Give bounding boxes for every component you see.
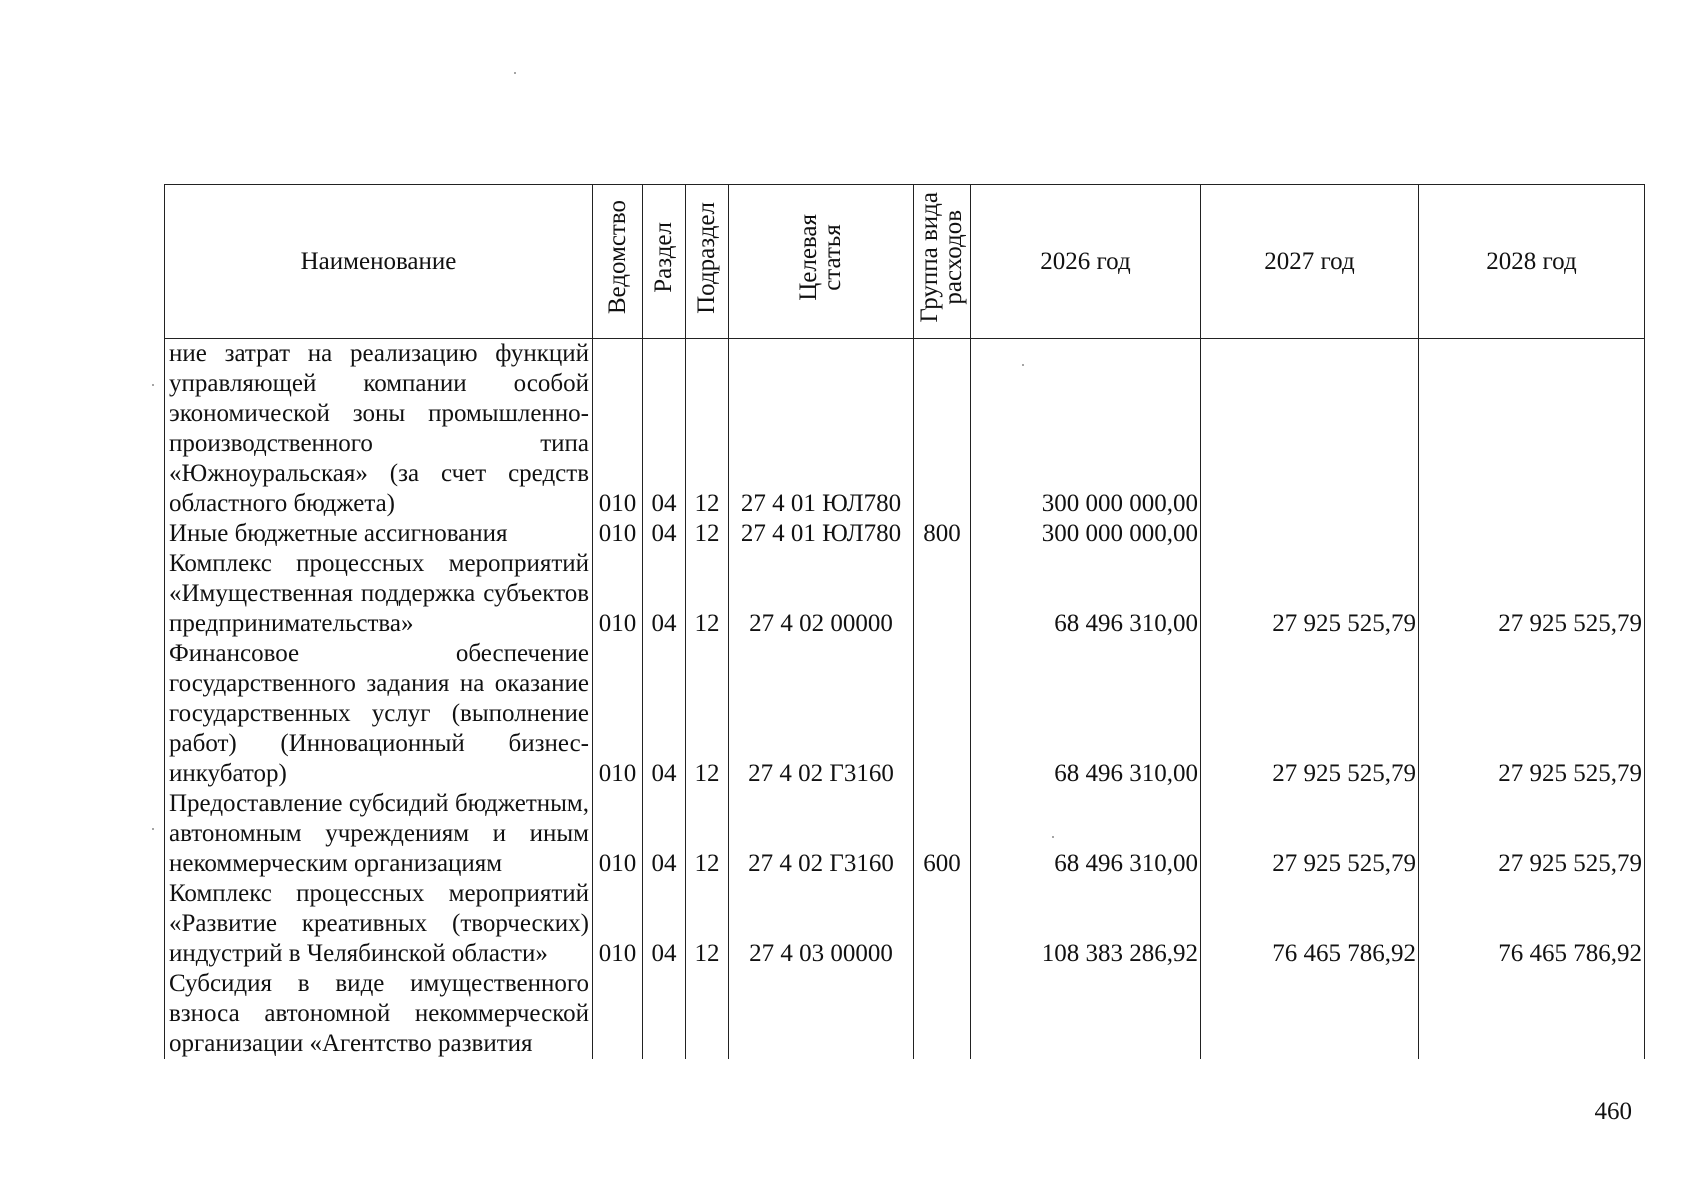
table-row xyxy=(165,339,1645,520)
row-amount-2026: 300 000 000,00 xyxy=(971,519,1201,549)
row-amount-2026: 68 496 310,00 xyxy=(971,639,1201,789)
row-gruppa: 600 xyxy=(914,789,971,879)
row-vedomstvo xyxy=(593,969,643,1059)
row-gruppa xyxy=(914,969,971,1059)
row-vedomstvo: 010 xyxy=(593,639,643,789)
row-vedomstvo: 010 xyxy=(593,879,643,969)
row-amount-2026: 108 383 286,92 xyxy=(971,879,1201,969)
row-gruppa xyxy=(914,639,971,789)
row-celevaya-statya: 27 4 01 ЮЛ780 xyxy=(729,519,914,549)
row-razdel: 04 xyxy=(643,879,686,969)
row-vedomstvo: 010 xyxy=(593,549,643,639)
row-razdel: 04 xyxy=(643,549,686,639)
header-razdel: Раздел xyxy=(643,185,686,339)
row-amount-2027 xyxy=(1201,519,1419,549)
header-name: Наименование xyxy=(165,185,593,339)
table-row xyxy=(165,639,1645,789)
row-amount-2028: 27 925 525,79 xyxy=(1419,789,1645,879)
row-vedomstvo: 010 xyxy=(593,519,643,549)
row-name: Комплекс процессных мероприятий «Имущественная поддержка субъектов предпринимательства» xyxy=(165,549,593,639)
row-name: Комплекс процессных мероприятий «Развитие креативных (творческих) индустрий в Челябинской области» xyxy=(165,879,593,969)
row-amount-2027: 76 465 786,92 xyxy=(1201,879,1419,969)
row-podrazdel: 12 xyxy=(686,639,729,789)
row-amount-2028 xyxy=(1419,969,1645,1059)
row-razdel: 04 xyxy=(643,789,686,879)
row-celevaya-statya: 27 4 02 00000 xyxy=(729,549,914,639)
row-amount-2028: 27 925 525,79 xyxy=(1419,639,1645,789)
row-podrazdel: 12 xyxy=(686,339,729,520)
row-amount-2026: 300 000 000,00 xyxy=(971,339,1201,520)
header-vedomstvo: Ведомство xyxy=(593,185,643,339)
row-name: Субсидия в виде имущественного взноса автономной некоммерческой организации «Агентство развития xyxy=(165,969,593,1059)
row-celevaya-statya: 27 4 01 ЮЛ780 xyxy=(729,339,914,520)
row-gruppa xyxy=(914,549,971,639)
row-razdel: 04 xyxy=(643,519,686,549)
row-podrazdel: 12 xyxy=(686,879,729,969)
scan-speck xyxy=(514,72,516,74)
row-podrazdel: 12 xyxy=(686,789,729,879)
row-razdel xyxy=(643,969,686,1059)
header-year-2026: 2026 год xyxy=(971,185,1201,339)
row-razdel: 04 xyxy=(643,339,686,520)
row-amount-2027: 27 925 525,79 xyxy=(1201,639,1419,789)
page-number: 460 xyxy=(1594,1098,1632,1125)
row-amount-2028: 76 465 786,92 xyxy=(1419,879,1645,969)
row-podrazdel xyxy=(686,969,729,1059)
header-gruppa-vida-rashodov: Группа вида расходов xyxy=(914,185,971,339)
row-celevaya-statya: 27 4 02 Г3160 xyxy=(729,639,914,789)
row-celevaya-statya xyxy=(729,969,914,1059)
row-amount-2027: 27 925 525,79 xyxy=(1201,549,1419,639)
row-amount-2028: 27 925 525,79 xyxy=(1419,549,1645,639)
row-name: Финансовое обеспечение государственного задания на оказание государственных услуг (выполнение работ) (Инновационный бизнес-инкубатор) xyxy=(165,639,593,789)
budget-table xyxy=(164,184,1645,1059)
row-amount-2026 xyxy=(971,969,1201,1059)
row-amount-2027: 27 925 525,79 xyxy=(1201,789,1419,879)
row-celevaya-statya: 27 4 02 Г3160 xyxy=(729,789,914,879)
table-header-row xyxy=(165,185,1645,339)
table-row xyxy=(165,879,1645,969)
row-razdel: 04 xyxy=(643,639,686,789)
row-amount-2027 xyxy=(1201,969,1419,1059)
row-amount-2027 xyxy=(1201,339,1419,520)
row-gruppa: 800 xyxy=(914,519,971,549)
row-name: Предоставление субсидий бюджетным, автономным учреждениям и иным некоммерческим организациям xyxy=(165,789,593,879)
table-row xyxy=(165,969,1645,1059)
row-amount-2028 xyxy=(1419,519,1645,549)
row-celevaya-statya: 27 4 03 00000 xyxy=(729,879,914,969)
header-podrazdel: Подраздел xyxy=(686,185,729,339)
table-row xyxy=(165,519,1645,549)
row-gruppa xyxy=(914,879,971,969)
row-gruppa xyxy=(914,339,971,520)
header-year-2027: 2027 год xyxy=(1201,185,1419,339)
row-amount-2026: 68 496 310,00 xyxy=(971,789,1201,879)
table-row xyxy=(165,789,1645,879)
row-name: ние затрат на реализацию функций управляющей компании особой экономической зоны промышленно-производственного типа «Южноуральская» (за счет средств областного бюджета) xyxy=(165,339,593,520)
header-celevaya-statya: Целевая статья xyxy=(729,185,914,339)
row-podrazdel: 12 xyxy=(686,549,729,639)
row-vedomstvo: 010 xyxy=(593,339,643,520)
row-amount-2026: 68 496 310,00 xyxy=(971,549,1201,639)
scan-speck xyxy=(152,828,154,830)
row-name: Иные бюджетные ассигнования xyxy=(165,519,593,549)
row-vedomstvo: 010 xyxy=(593,789,643,879)
table-row xyxy=(165,549,1645,639)
header-year-2028: 2028 год xyxy=(1419,185,1645,339)
row-amount-2028 xyxy=(1419,339,1645,520)
scan-speck xyxy=(152,384,154,386)
row-podrazdel: 12 xyxy=(686,519,729,549)
